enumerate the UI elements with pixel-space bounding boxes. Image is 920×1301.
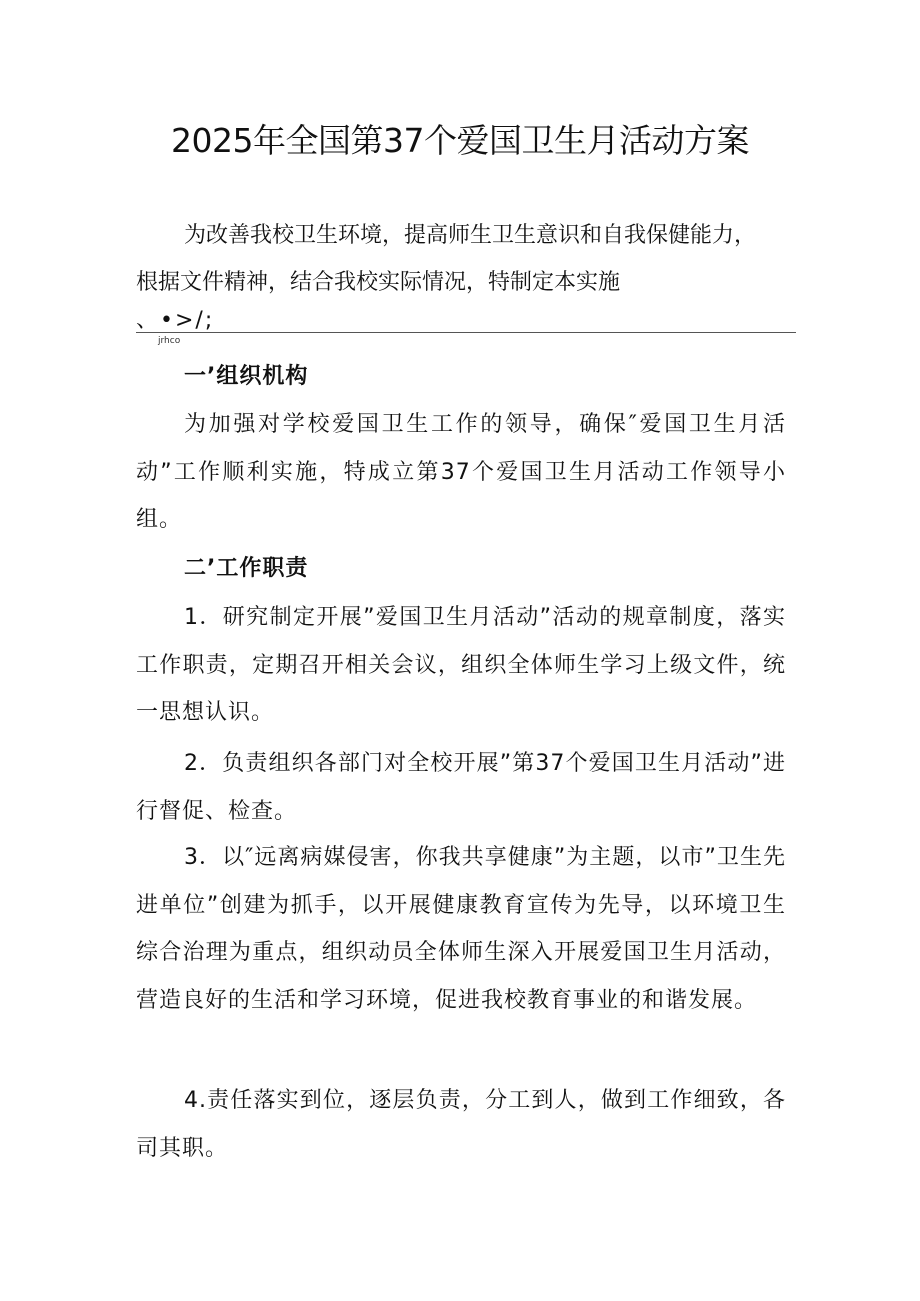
intro-line-3: 、•>/; xyxy=(136,308,215,333)
intro-line-1: 为改善我校卫生环境，提高师生卫生意识和自我保健能力， xyxy=(184,223,757,248)
footnote-mark: jrhco xyxy=(158,336,181,346)
horizontal-rule xyxy=(136,332,796,333)
section-1-heading: 一’组织机构 xyxy=(184,364,309,389)
duty-item-3: 3．以″远离病媒侵害，你我共享健康”为主题，以市”卫生先进单位”创建为抓手，以开展健康教育宣传为先导，以环境卫生综合治理为重点，组织动员全体师生深入开展爱国卫生月活动，营造良好的生活和学习环境，促进我校教育事业的和谐发展。 xyxy=(136,845,786,1013)
duty-item-1: 1．研究制定开展”爱国卫生月活动”活动的规章制度，落实工作职责，定期召开相关会议，组织全体师生学习上级文件，统一思想认识。 xyxy=(136,605,786,725)
document-title: 2025年全国第37个爱国卫生月活动方案 xyxy=(171,121,749,160)
section-2-heading: 二’工作职责 xyxy=(184,556,309,581)
duty-item-2: 2．负责组织各部门对全校开展”第37个爱国卫生月活动”进行督促、检查。 xyxy=(136,751,786,824)
duty-item-4: 4.责任落实到位，逐层负责，分工到人，做到工作细致，各司其职。 xyxy=(136,1088,786,1161)
intro-line-2: 根据文件精神，结合我校实际情况，特制定本实施 xyxy=(136,270,621,295)
section-1-body: 为加强对学校爱国卫生工作的领导，确保″爱国卫生月活动”工作顺利实施，特成立第37个爱国卫生月活动工作领导小组。 xyxy=(136,412,786,532)
